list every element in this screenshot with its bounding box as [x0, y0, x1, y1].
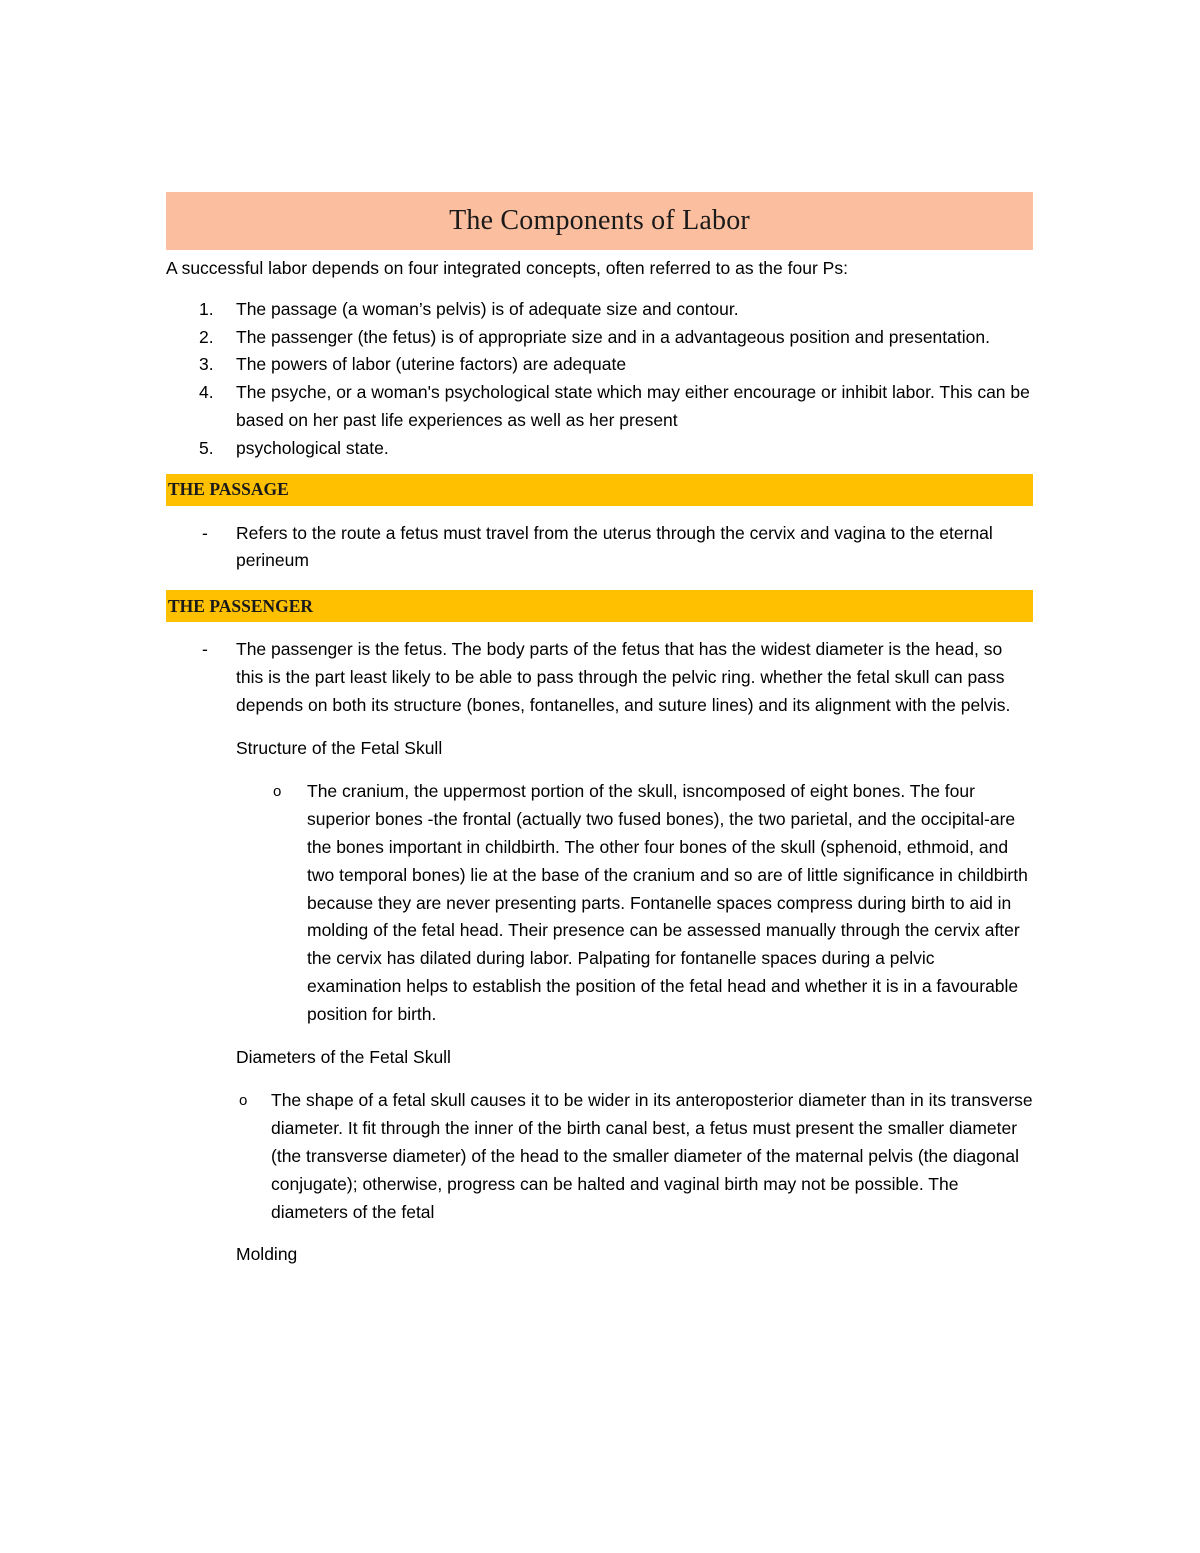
list-item-text: The passenger (the fetus) is of appropriate size and in a advantageous position and presentation.: [236, 326, 990, 347]
list-item-text: The passage (a woman’s pelvis) is of adequate size and contour.: [236, 298, 739, 319]
list-item: [166, 324, 1033, 352]
dash-bullet: -: [202, 639, 208, 660]
structure-bullet-item: [166, 778, 1033, 1028]
four-ps-list: [166, 296, 1033, 463]
passage-text: Refers to the route a fetus must travel from the uterus through the cervix and vagina to the eternal perineum: [236, 522, 993, 571]
passage-section-header: [166, 474, 1033, 506]
structure-text: The cranium, the uppermost portion of the skull, isncomposed of eight bones. The four superior bones -the frontal (actually two fused bones), the two parietal, and the occipital-are the bones important in childbirth. The other four bones of the skull (sphenoid, ethmoid, and two temporal bones) lie at the base of the cranium and so are of little significance in childbirth because they are never presenting parts. Fontanelle spaces compress during birth to aid in molding of the fetal head. Their presence can be assessed manually through the cervix after the cervix has dilated during labor. Palpating for fontanelle spaces during a pelvic examination helps to establish the position of the fetal head and whether it is in a favourable position for birth.: [307, 781, 1028, 1024]
passenger-text: The passenger is the fetus. The body parts of the fetus that has the widest diameter is the head, so this is the part least likely to be able to pass through the pelvic ring. whether the fetal skull can pass depends on both its structure (bones, fontanelles, and suture lines) and its alignment with the pelvis.: [236, 639, 1011, 715]
passenger-section-header: [166, 590, 1033, 622]
passenger-bullet-item: [166, 636, 1033, 719]
list-item-number: 4.: [199, 382, 214, 403]
page-title: The Components of Labor: [449, 205, 750, 236]
passage-heading: THE PASSAGE: [168, 479, 289, 500]
list-item-number: 1.: [199, 298, 214, 319]
list-item: [166, 379, 1033, 435]
list-item-number: 3.: [199, 354, 214, 375]
list-item-text: The powers of labor (uterine factors) are adequate: [236, 354, 627, 375]
list-item-number: 2.: [199, 326, 214, 347]
molding-subheading: Molding: [236, 1244, 298, 1265]
diameters-subheading: Diameters of the Fetal Skull: [236, 1046, 451, 1067]
title-banner: [166, 192, 1033, 250]
passenger-heading: THE PASSENGER: [168, 595, 314, 616]
document-page: [166, 192, 1033, 1269]
list-item: [166, 351, 1033, 379]
circle-bullet: o: [239, 1092, 248, 1110]
intro-paragraph: A successful labor depends on four integrated concepts, often referred to as the four Ps:: [166, 258, 848, 278]
list-item-text: psychological state.: [236, 437, 389, 458]
structure-subheading: Structure of the Fetal Skull: [236, 737, 443, 758]
list-item: [166, 435, 1033, 463]
diameters-bullet-item: [166, 1087, 1033, 1226]
list-item: [166, 296, 1033, 324]
diameters-text: The shape of a fetal skull causes it to be wider in its anteroposterior diameter than in its transverse diameter. It fit through the inner of the birth canal best, a fetus must present the smaller diameter (the transverse diameter) of the head to the smaller diameter of the maternal pelvis (the diagonal conjugate); otherwise, progress can be halted and vaginal birth may not be possible. The diameters of the fetal: [271, 1090, 1033, 1222]
list-item-number: 5.: [199, 437, 214, 458]
dash-bullet: -: [202, 522, 208, 543]
list-item-text: The psyche, or a woman's psychological state which may either encourage or inhibit labor. This can be based on her past life experiences as well as her present: [236, 382, 1030, 430]
circle-bullet: o: [273, 783, 282, 801]
passage-bullet-item: [166, 520, 1033, 576]
